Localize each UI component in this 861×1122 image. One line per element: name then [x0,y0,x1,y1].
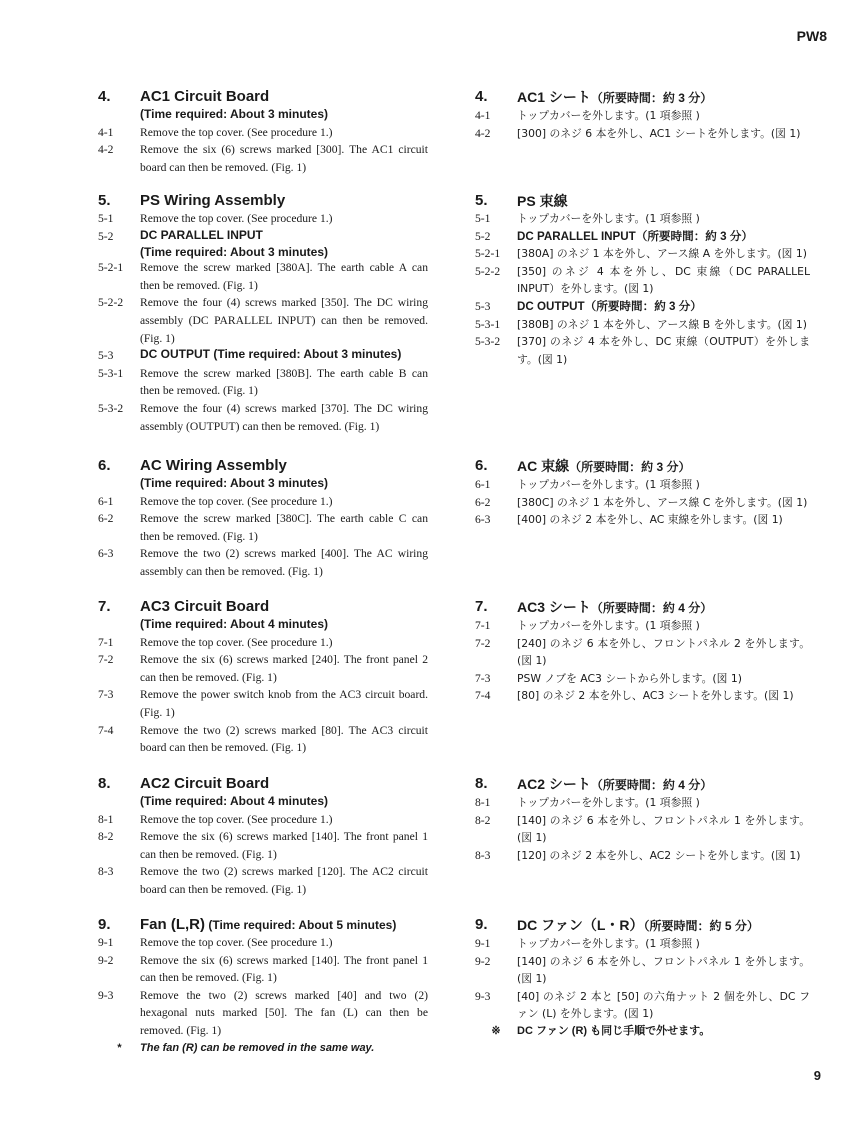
step-text: [380C] のネジ 1 本を外し、アース線 C を外します。(図 1) [517,495,808,509]
step-text: Remove the top cover. (See procedure 1.) [140,635,333,649]
section-number: 8. [475,775,488,792]
step-number: 7-4 [475,689,491,703]
section-title [517,192,810,210]
section-number: 4. [98,88,111,105]
page-header: PW8 [796,28,827,44]
procedure-step [475,228,810,246]
step-number: 5-3 [98,349,114,363]
step-number: 7-3 [98,688,114,702]
section-title [517,598,810,617]
section-title [140,598,428,616]
step-number: 7-4 [98,723,114,737]
step-text: Remove the screw marked [380B]. The earth cable B can then be removed. (Fig. 1) [140,366,428,398]
procedure-step [98,493,428,511]
step-text: トップカバーを外します。(1 項参照 ) [517,478,700,491]
procedure-step [98,347,428,365]
procedure-step [98,259,428,294]
step-number: 9-2 [98,953,114,967]
section-number: 8. [98,775,111,792]
step-number: 9-1 [475,937,491,950]
section-heading [475,598,810,617]
section-title [517,457,810,476]
section-title [517,916,810,935]
procedure-step [98,210,428,228]
step-number: 5-2-1 [98,261,124,275]
section [475,192,810,368]
section-title-text: PS 束線 [517,193,568,209]
step-number: 5-3 [475,299,491,313]
procedure-step [98,294,428,347]
step-text: [140] のネジ 6 本を外し、フロントパネル 1 を外します。(図 1) [517,954,810,986]
step-number: 6-3 [98,547,114,561]
page-number: 9 [813,1068,821,1083]
section [475,916,810,1041]
procedure-step [475,298,810,316]
step-text: Remove the top cover. (See procedure 1.) [140,812,333,826]
step-number [98,245,140,259]
section [98,775,428,899]
section-title-text: AC1 Circuit Board [140,88,270,105]
section [475,88,810,142]
section-title-text: AC 束線 [517,458,570,474]
section-heading [98,598,428,616]
time-required: (Time required: About 4 minutes) [140,617,329,631]
section-heading [475,775,810,794]
step-text: DC PARALLEL INPUT（所要時間：約 3 分） [517,229,753,243]
section-number: 9. [98,916,111,933]
section-number: 6. [98,457,111,474]
note [475,1023,810,1041]
step-number: 5-3-2 [98,401,124,415]
section-heading [475,192,810,210]
procedure-step [98,987,428,1040]
step-text: トップカバーを外します。(1 項参照 ) [517,937,700,950]
step-text: Remove the four (4) screws marked [350]. The DC wiring assembly (DC PARALLEL INPUT) can then be removed. (Fig. 1) [140,296,428,345]
time-required: (Time required: About 3 minutes) [140,107,329,121]
time-required: (Time required: About 4 minutes) [140,794,329,808]
step-number: 8-1 [475,796,491,809]
procedure-step [475,794,810,812]
step-text: [40] のネジ 2 本と [50] の六角ナット 2 個を外し、DC ファン (L) を外します。(図 1) [517,989,810,1021]
procedure-step [475,333,810,368]
step-text: [120] のネジ 2 本を外し、AC2 シートを外します。(図 1) [517,848,801,862]
procedure-step [98,365,428,400]
note [98,1040,428,1058]
section-title [140,457,428,475]
step-number: 9-3 [98,988,114,1002]
section-heading [98,916,428,934]
step-number: 6-2 [98,512,114,526]
section-number: 9. [475,916,488,933]
step-text: Remove the four (4) screws marked [370]. The DC wiring assembly (OUTPUT) can then be removed. (Fig. 1) [140,401,428,433]
step-number: 4-1 [475,109,491,122]
note-mark: * [116,1041,122,1054]
step-text: トップカバーを外します。(1 項参照 ) [517,619,700,632]
procedure-step [98,510,428,545]
procedure-step [475,935,810,953]
step-text: [80] のネジ 2 本を外し、AC3 シートを外します。(図 1) [517,689,794,703]
section-title [140,916,428,934]
step-text: [400] のネジ 2 本を外し、AC 束線を外します。(図 1) [517,513,783,527]
time-required: （所要時間：約 3 分） [569,460,691,474]
procedure-step [475,125,810,143]
section [98,192,428,435]
step-number: 7-3 [475,671,491,685]
time-required: （所要時間：約 3 分） [590,91,713,105]
step-number: 7-1 [475,619,491,632]
step-number: 8-2 [475,813,491,827]
procedure-step [475,953,810,988]
procedure-step [98,400,428,435]
step-number: 5-2 [98,229,114,243]
procedure-step [475,670,810,688]
section-number: 4. [475,88,488,105]
step-text: Remove the power switch knob from the AC3 circuit board. (Fig. 1) [140,688,428,719]
procedure-step [475,494,810,512]
procedure-step [475,511,810,529]
procedure-step [475,476,810,494]
procedure-step [475,988,810,1023]
step-text: Remove the six (6) screws marked [140]. The front panel 1 can then be removed. (Fig. 1) [140,830,428,861]
step-text: [140] のネジ 6 本を外し、フロントパネル 1 を外します。(図 1) [517,813,810,845]
section-title-text: Fan (L,R) [140,916,205,933]
section-title-text: AC1 シート [517,89,591,105]
procedure-step [475,812,810,847]
section-heading [475,457,810,476]
procedure-step [98,722,428,757]
step-text: [240] のネジ 6 本を外し、フロントパネル 2 を外します。(図 1) [517,636,810,668]
section-heading [475,916,810,935]
procedure-step [98,828,428,863]
section-number: 7. [98,598,111,615]
step-text: DC OUTPUT (Time required: About 3 minutes) [140,347,402,362]
step-text: Remove the screw marked [380A]. The earth cable A can then be removed. (Fig. 1) [140,261,428,292]
time-required: （所要時間：約 5 分） [643,919,759,933]
step-number: 4-2 [98,143,114,157]
step-number: 7-2 [98,653,114,667]
section [98,88,428,176]
section-title [517,775,810,794]
step-number: 5-3-1 [475,317,501,331]
step-text: [300] のネジ 6 本を外し、AC1 シートを外します。(図 1) [517,126,801,140]
procedure-step [475,210,810,228]
step-number: 6-2 [475,495,491,509]
step-text: Remove the six (6) screws marked [140]. The front panel 1 can then be removed. (Fig. 1) [140,953,428,985]
section-number: 5. [98,192,111,209]
procedure-step [98,863,428,898]
step-number: 7-1 [98,635,114,649]
section [475,598,810,705]
step-text: トップカバーを外します。(1 項参照 ) [517,796,700,809]
step-number: 4-2 [475,126,491,140]
step-text: PSW ノブを AC3 シートから外します。(図 1) [517,671,742,685]
step-number: 6-3 [475,513,491,527]
procedure-step [475,245,810,263]
step-number: 9-3 [475,989,491,1003]
section-title [140,192,428,210]
step-text: Remove the six (6) screws marked [300]. The AC1 circuit board can then be removed. (Fig. 1) [140,143,428,174]
step-text: [380A] のネジ 1 本を外し、アース線 A を外します。(図 1) [517,247,807,261]
section-title [140,88,428,106]
section-title-text: PS Wiring Assembly [140,192,286,209]
procedure-step [98,934,428,952]
procedure-step [475,687,810,705]
note-text: DC ファン (R) も同じ手順で外せます。 [517,1024,711,1037]
section-title-text: AC Wiring Assembly [140,457,287,474]
procedure-step [98,634,428,652]
procedure-step [98,952,428,987]
step-number: 5-1 [98,212,114,225]
step-text: Remove the two (2) screws marked [40] and two (2) hexagonal nuts marked [50]. The fan (L) can then be removed. (Fig. 1) [140,988,428,1037]
time-required: (Time required: About 5 minutes) [205,918,397,932]
step-text: DC OUTPUT（所要時間：約 3 分） [517,299,702,313]
step-text: [370] のネジ 4 本を外し、DC 束線（OUTPUT）を外します。(図 1) [517,335,810,366]
time-required: (Time required: About 3 minutes) [140,476,329,490]
section-title [140,775,428,793]
step-number: 6-1 [475,478,491,491]
step-text: Remove the top cover. (See procedure 1.) [140,494,333,508]
section-number: 5. [475,192,488,209]
section-heading [98,88,428,106]
section-title [517,88,810,107]
step-number: 9-2 [475,954,491,968]
procedure-step [98,686,428,721]
step-number: 5-2 [475,229,491,243]
step-number: 8-2 [98,830,114,844]
step-number: 5-1 [475,212,491,225]
step-text: DC PARALLEL INPUT [140,227,263,242]
section-heading [475,88,810,107]
step-text: Remove the two (2) screws marked [120]. The AC2 circuit board can then be removed. (Fig. 1) [140,865,428,896]
procedure-step [98,141,428,176]
step-number: 5-3-1 [98,366,124,380]
procedure-step [98,651,428,686]
note-mark: ※ [491,1024,501,1037]
step-text: [350] のネジ 4 本を外し、DC 束線（DC PARALLEL INPUT）を外します。(図 1) [517,264,810,296]
procedure-step [475,847,810,865]
procedure-step [475,107,810,125]
section-heading [98,457,428,475]
step-text: Remove the six (6) screws marked [240]. The front panel 2 can then be removed. (Fig. 1) [140,653,428,684]
procedure-step [475,263,810,298]
step-number: 5-2-2 [475,264,501,278]
procedure-step [98,124,428,142]
time-required: （所要時間：約 4 分） [590,601,713,615]
section [475,457,810,529]
step-number: 6-1 [98,494,114,508]
section [98,598,428,757]
step-number: 9-1 [98,936,114,949]
section [98,916,428,1057]
procedure-step [98,228,428,246]
section-heading [98,775,428,793]
step-text: (Time required: About 3 minutes) [140,245,329,260]
step-text: Remove the two (2) screws marked [80]. The AC3 circuit board can then be removed. (Fig. 1) [140,723,428,755]
step-number: 4-1 [98,125,114,139]
section [475,775,810,864]
step-number: 5-2-2 [98,296,124,310]
section [98,457,428,581]
step-text: トップカバーを外します。(1 項参照 ) [517,212,700,225]
note-text: The fan (R) can be removed in the same way. [140,1041,375,1054]
time-required: （所要時間：約 4 分） [590,778,713,792]
procedure-step [475,635,810,670]
step-number: 5-2-1 [475,247,501,261]
procedure-step [98,545,428,580]
step-number: 8-3 [475,848,491,862]
section-title-text: DC ファン（L・R） [517,917,644,933]
step-number: 8-1 [98,812,114,826]
step-text: Remove the top cover. (See procedure 1.) [140,212,333,225]
section-heading [98,192,428,210]
step-number: 8-3 [98,865,114,879]
section-number: 6. [475,457,488,474]
section-title-text: AC2 Circuit Board [140,775,270,792]
section-title-text: AC3 シート [517,599,591,615]
step-text: Remove the top cover. (See procedure 1.) [140,936,333,949]
step-number: 7-2 [475,636,491,650]
section-title-text: AC2 シート [517,776,591,792]
section-title-text: AC3 Circuit Board [140,598,270,615]
procedure-step [475,617,810,635]
section-number: 7. [475,598,488,615]
step-text: Remove the two (2) screws marked [400]. The AC wiring assembly can then be removed. (Fig. 1) [140,547,428,578]
procedure-step [475,316,810,334]
step-text: [380B] のネジ 1 本を外し、アース線 B を外します。(図 1) [517,317,808,331]
step-number: 5-3-2 [475,335,501,349]
step-text: トップカバーを外します。(1 項参照 ) [517,109,700,122]
step-text: Remove the top cover. (See procedure 1.) [140,125,333,139]
procedure-step [98,245,428,259]
procedure-step [98,811,428,829]
step-text: Remove the screw marked [380C]. The earth cable C can then be removed. (Fig. 1) [140,512,428,543]
